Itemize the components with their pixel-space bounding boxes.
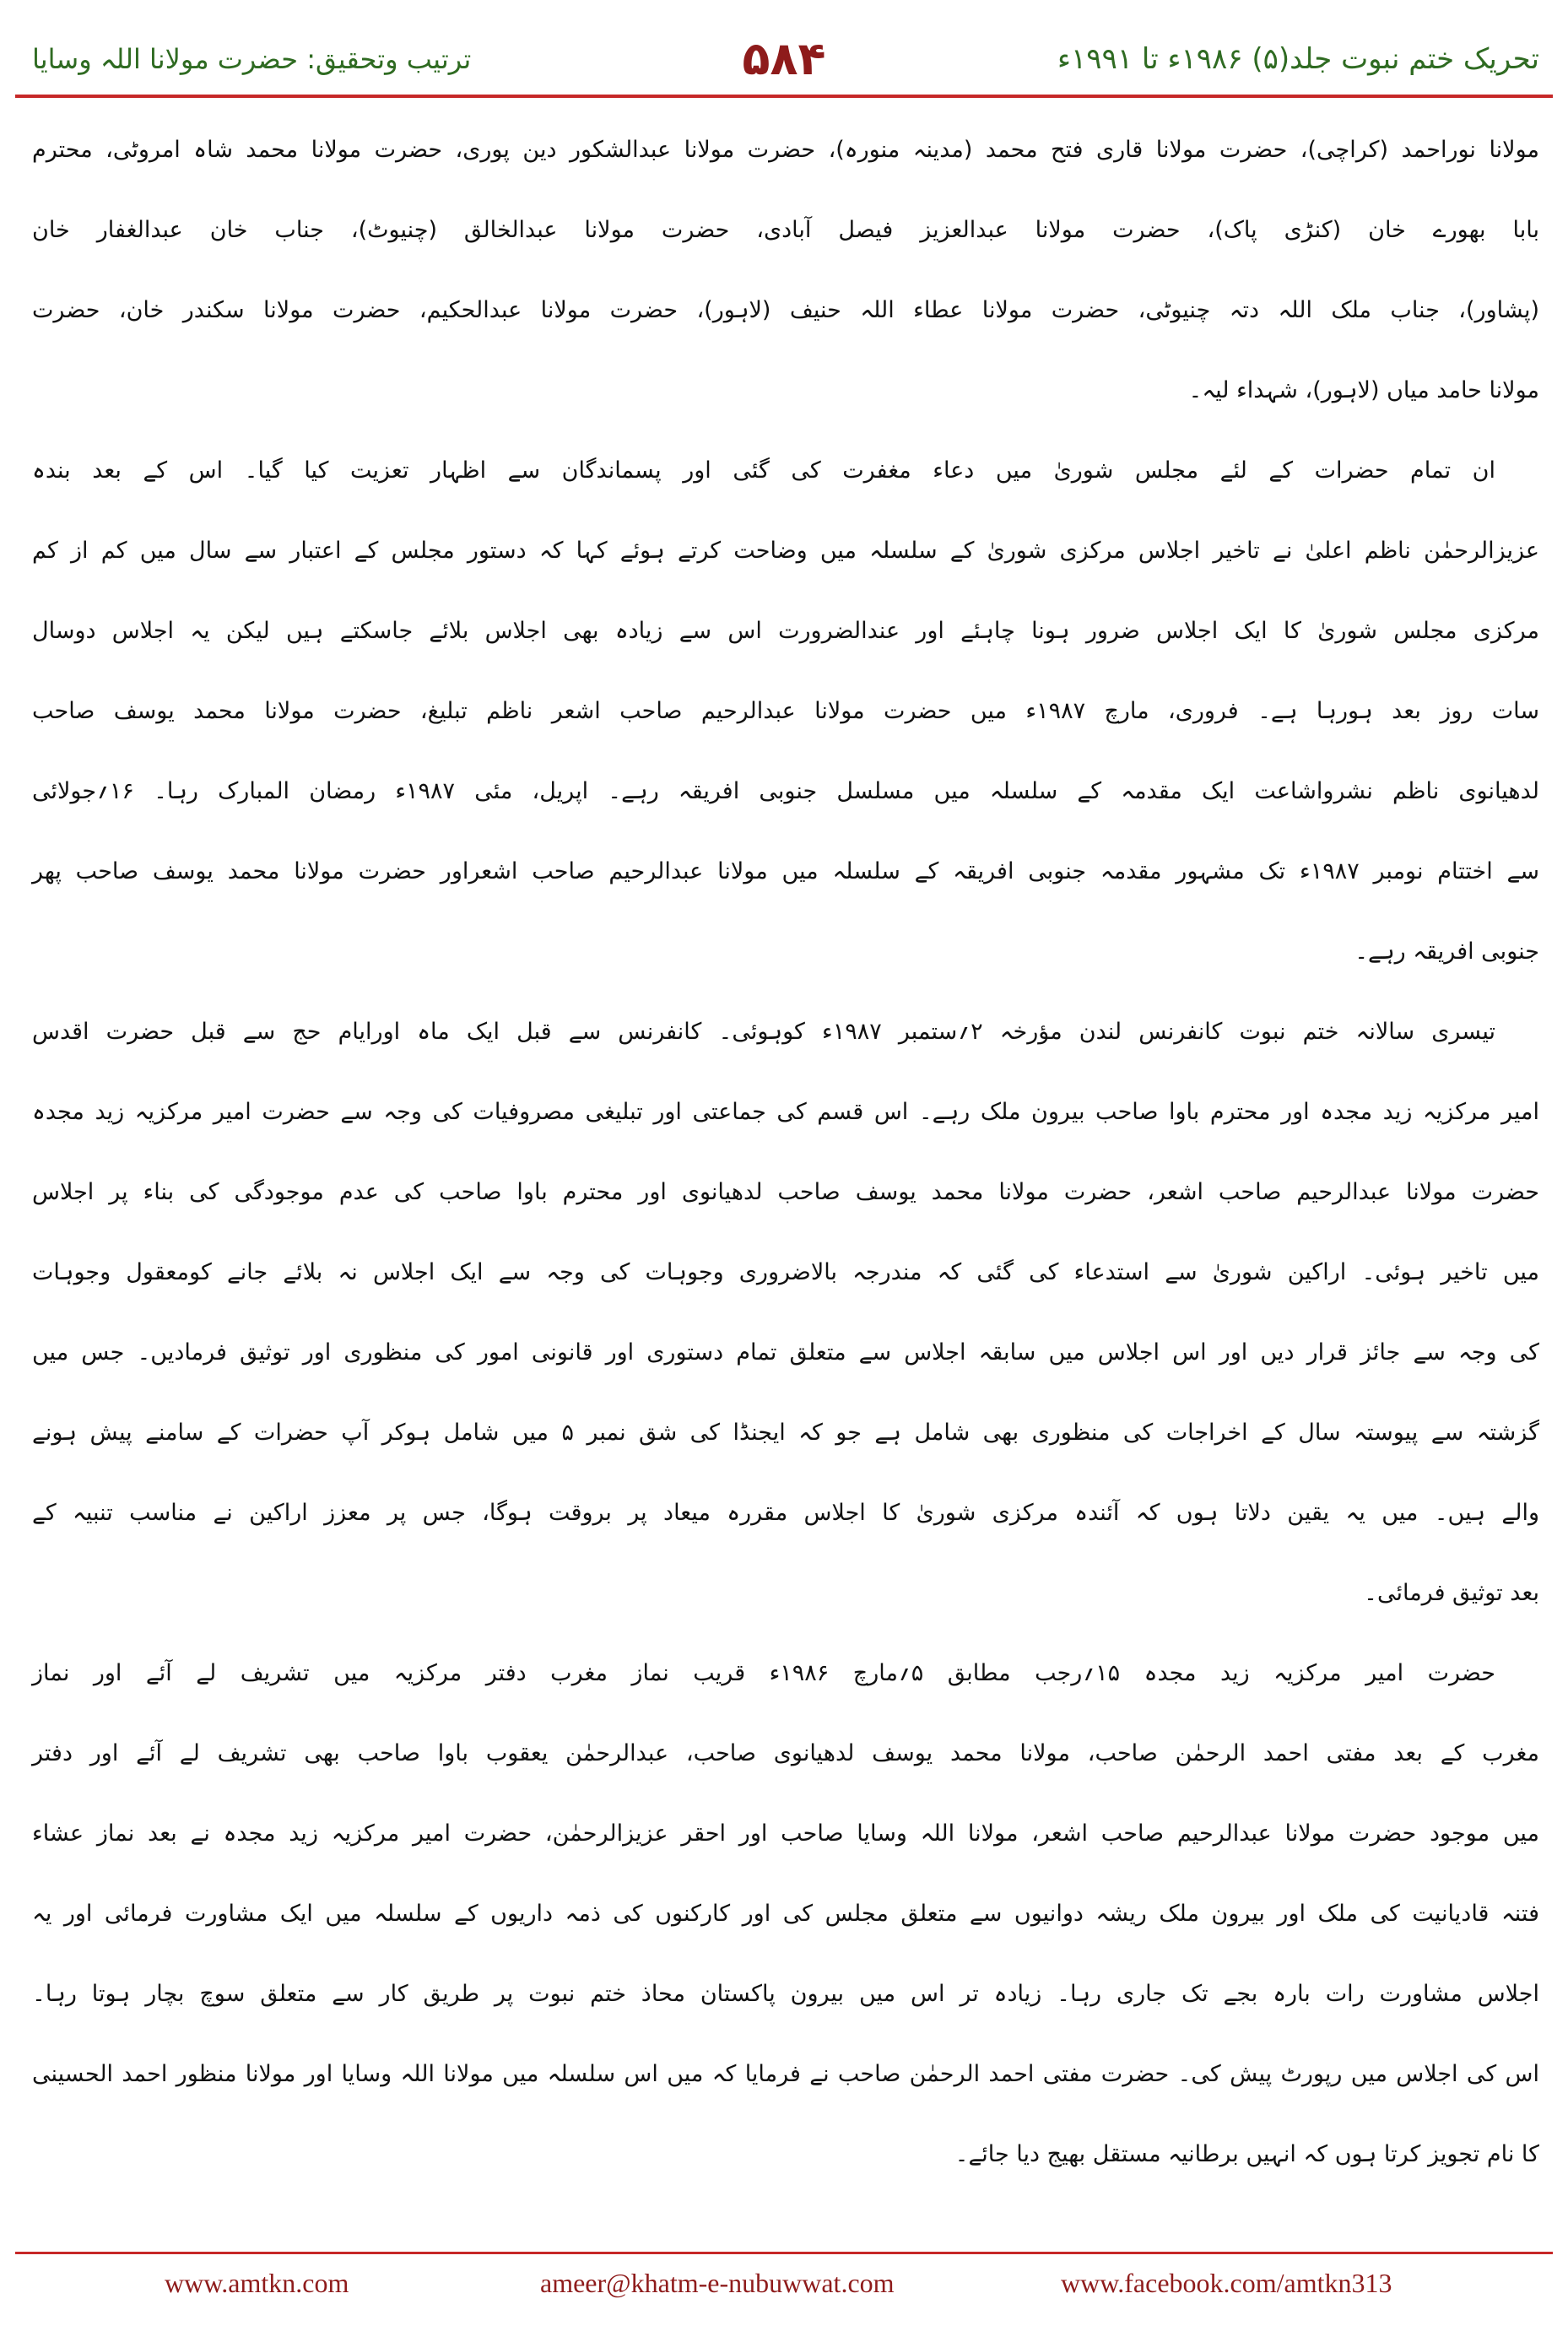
text-line: عزیزالرحمٰن ناظم اعلیٰ نے تاخیر اجلاس مرکزی شوریٰ کے سلسلہ میں وضاحت کرتے ہوئے کہا کہ دستور مجلس کے اعتبار سے سال میں کم از کم <box>32 538 1539 564</box>
text-line: مغرب کے بعد مفتی احمد الرحمٰن صاحب، مولانا محمد یوسف لدھیانوی صاحب، عبدالرحمٰن یعقوب باوا صاحب بھی تشریف لے آئے اور دفتر <box>32 1740 1539 1766</box>
paragraph <box>32 992 1539 1633</box>
text-line: بعد توثیق فرمائی۔ <box>1364 1580 1539 1606</box>
text-line: والے ہیں۔ میں یہ یقین دلاتا ہوں کہ آئندہ مرکزی شوریٰ کا اجلاس مقررہ میعاد پر بروقت ہوگا، جس پر معزز اراکین نے مناسب تنبیہ کے <box>32 1500 1539 1526</box>
text-line: میں موجود حضرت مولانا عبدالرحیم صاحب اشعر، مولانا اللہ وسایا صاحب اور احقر عزیزالرحمٰن، حضرت امیر مرکزیہ زید مجدہ نے بعد نماز عشاء <box>32 1820 1539 1847</box>
text-line: لدھیانوی ناظم نشرواشاعت ایک مقدمہ کے سلسلہ میں مسلسل جنوبی افریقہ رہے۔ اپریل، مئی ۱۹۸۷ء رمضان المبارک رہا۔ ۱۶؍جولائی <box>32 778 1539 804</box>
website-url: www.amtkn.com <box>165 2268 349 2298</box>
page-body <box>32 110 1539 2194</box>
text-line: حضرت امیر مرکزیہ زید مجدہ ۱۵؍رجب مطابق ۵؍مارچ ۱۹۸۶ء قریب نماز مغرب دفتر مرکزیہ میں تشریف لے آئے اور نماز <box>32 1660 1495 1686</box>
text-line: (پشاور)، جناب ملک اللہ دتہ چنیوٹی، حضرت مولانا عطاء اللہ حنیف (لاہور)، حضرت مولانا عبدالحکیم، حضرت مولانا سکندر خان، حضرت <box>32 297 1539 323</box>
text-line: مرکزی مجلس شوریٰ کا ایک اجلاس ضرور ہونا چاہئے اور عندالضرورت اس سے زیادہ بھی اجلاس بلائے جاسکتے ہیں لیکن یہ اجلاس دوسال <box>32 618 1539 644</box>
facebook-url: www.facebook.com/amtkn313 <box>1061 2268 1392 2298</box>
paragraph <box>32 110 1539 430</box>
text-line: مولانا نوراحمد (کراچی)، حضرت مولانا قاری فتح محمد (مدینہ منورہ)، حضرت مولانا عبدالشکور دین پوری، حضرت مولانا محمد شاہ امروٹی، محترم <box>32 137 1539 163</box>
text-line: بابا بھورے خان (کنڑی پاک)، حضرت مولانا عبدالعزیز فیصل آبادی، حضرت مولانا عبدالخالق (چنیوٹ)، جناب خان عبدالغفار خان <box>32 217 1539 243</box>
text-line: ان تمام حضرات کے لئے مجلس شوریٰ میں دعاء مغفرت کی گئی اور پسماندگان سے اظہار تعزیت کیا گیا۔ اس کے بعد بندہ <box>32 457 1495 484</box>
text-line: سات روز بعد ہورہا ہے۔ فروری، مارچ ۱۹۸۷ء میں حضرت مولانا عبدالرحیم صاحب اشعر ناظم تبلیغ، حضرت مولانا محمد یوسف صاحب <box>32 698 1540 724</box>
page-number: ۵۸۴ <box>742 32 826 85</box>
text-line: اجلاس مشاورت رات بارہ بجے تک جاری رہا۔ زیادہ تر اس میں بیرون پاکستان محاذ ختم نبوت پر طریق کار سے متعلق سوچ بچار ہوتا رہا۔ <box>32 1981 1539 2007</box>
header-rule <box>15 95 1553 98</box>
text-line: فتنہ قادیانیت کی ملک اور بیرون ملک ریشہ دوانیوں سے متعلق مجلس کی اور کارکنوں کی ذمہ داریوں کے سلسلہ میں ایک مشاورت فرمائی اور یہ <box>32 1901 1539 1927</box>
paragraph <box>32 430 1539 992</box>
text-line: کی وجہ سے جائز قرار دیں اور اس اجلاس میں سابقہ اجلاس سے متعلق تمام دستوری اور قانونی امور کی منظوری اور توثیق فرمادیں۔ جس میں <box>32 1339 1539 1366</box>
text-line: امیر مرکزیہ زید مجدہ اور محترم باوا صاحب بیرون ملک رہے۔ اس قسم کی جماعتی اور تبلیغی مصروفیات کی وجہ سے حضرت امیر مرکزیہ زید مجدہ <box>32 1099 1539 1125</box>
text-line: مولانا حامد میاں (لاہور)، شہداء لیہ۔ <box>1188 377 1539 403</box>
text-line: حضرت مولانا عبدالرحیم صاحب اشعر، حضرت مولانا محمد یوسف صاحب لدھیانوی اور محترم باوا صاحب کی عدم موجودگی کی بناء پر اجلاس <box>32 1179 1539 1205</box>
compiler-credit: ترتیب وتحقیق: حضرت مولانا اللہ وسایا <box>32 43 472 75</box>
paragraph <box>32 1633 1539 2194</box>
text-line: اس کی اجلاس میں رپورٹ پیش کی۔ حضرت مفتی احمد الرحمٰن صاحب نے فرمایا کہ میں اس سلسلہ میں مولانا اللہ وسایا اور مولانا منظور احمد الحسینی <box>32 2061 1539 2087</box>
text-line: میں تاخیر ہوئی۔ اراکین شوریٰ سے استدعاء کی گئی کہ مندرجہ بالاضروری وجوہات کی وجہ سے ایک اجلاس نہ بلائے جانے کومعقول وجوہات <box>32 1259 1539 1285</box>
email-address: ameer@khatm-e-nubuwwat.com <box>540 2268 895 2298</box>
text-line: جنوبی افریقہ رہے۔ <box>1354 938 1539 965</box>
text-line: گزشتہ سے پیوستہ سال کے اخراجات کی منظوری بھی شامل ہے جو کہ ایجنڈا کی شق نمبر ۵ میں شامل ہوکر آپ حضرات کے سامنے پیش ہونے <box>32 1420 1540 1446</box>
running-title: تحریک ختم نبوت جلد(۵) ۱۹۸۶ء تا ۱۹۹۱ء <box>1057 42 1539 76</box>
text-line: سے اختتام نومبر ۱۹۸۷ء تک مشہور مقدمہ جنوبی افریقہ کے سلسلہ میں مولانا عبدالرحیم صاحب اشعراور حضرت مولانا محمد یوسف صاحب پھر <box>32 858 1540 884</box>
text-line: تیسری سالانہ ختم نبوت کانفرنس لندن مؤرخہ ۲؍ستمبر ۱۹۸۷ء کوہوئی۔ کانفرنس سے قبل ایک ماہ اورایام حج سے قبل حضرت اقدس <box>32 1019 1495 1045</box>
footer-rule <box>15 2252 1553 2254</box>
text-line: کا نام تجویز کرتا ہوں کہ انہیں برطانیہ مستقل بھیج دیا جائے۔ <box>954 2141 1539 2167</box>
